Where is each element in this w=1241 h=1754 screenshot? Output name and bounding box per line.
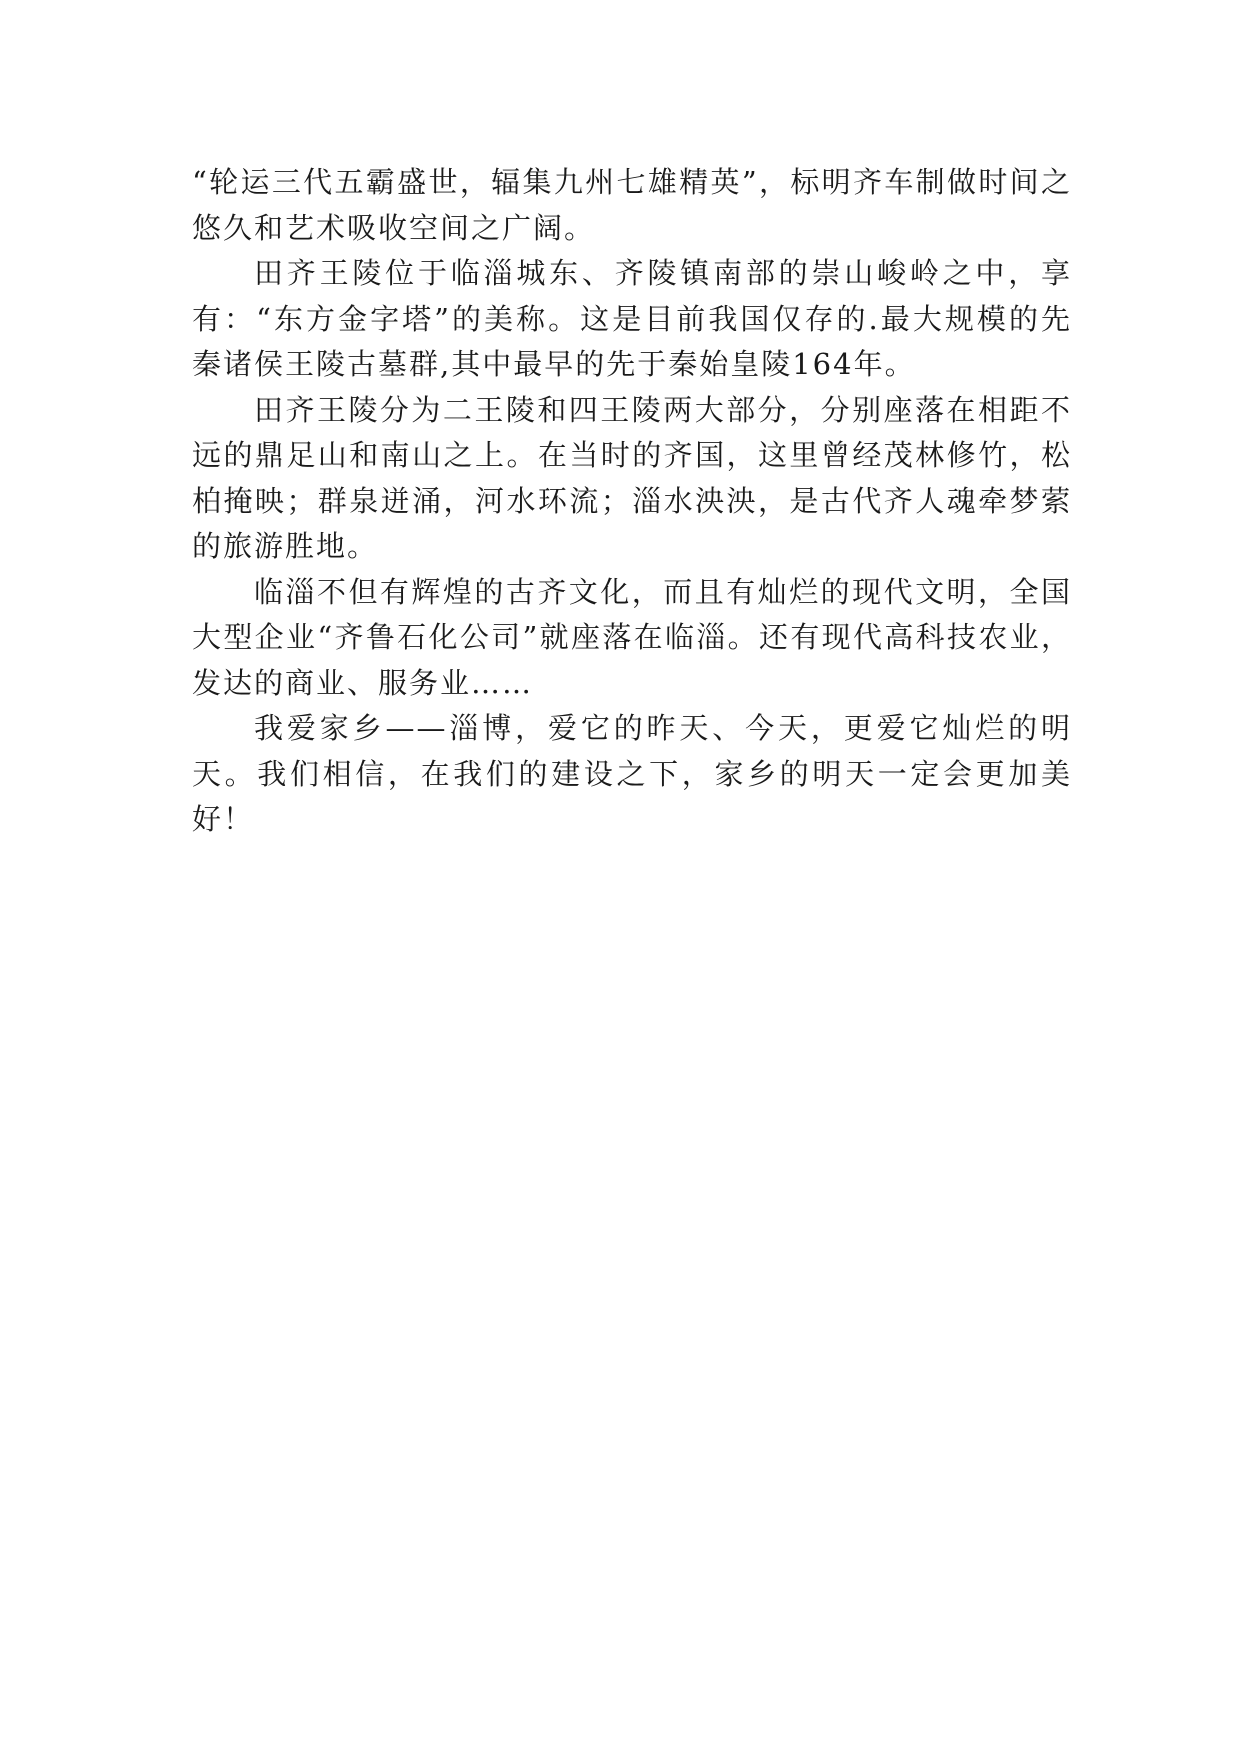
paragraph-3: 田齐王陵分为二王陵和四王陵两大部分，分别座落在相距不远的鼎足山和南山之上。在当时的齐国，这里曾经茂林修竹，松柏掩映；群泉迸涌，河水环流；淄水泱泱，是古代齐人魂牵梦萦的旅游胜地。	[192, 392, 1072, 563]
document-body	[192, 160, 1072, 843]
paragraph-1: “轮运三代五霸盛世，辐集九州七雄精英”，标明齐车制做时间之悠久和艺术吸收空间之广阔。	[192, 165, 1072, 245]
paragraph-2: 田齐王陵位于临淄城东、齐陵镇南部的崇山峻岭之中，享有：“东方金字塔”的美称。这是目前我国仅存的.最大规模的先秦诸侯王陵古墓群,其中最早的先于秦始皇陵164年。	[192, 256, 1072, 381]
paragraph-5: 我爱家乡——淄博，爱它的昨天、今天，更爱它灿烂的明天。我们相信，在我们的建设之下，家乡的明天一定会更加美好！	[192, 711, 1072, 836]
paragraph-4: 临淄不但有辉煌的古齐文化，而且有灿烂的现代文明，全国大型企业“齐鲁石化公司”就座落在临淄。还有现代高科技农业，发达的商业、服务业……	[192, 574, 1072, 700]
